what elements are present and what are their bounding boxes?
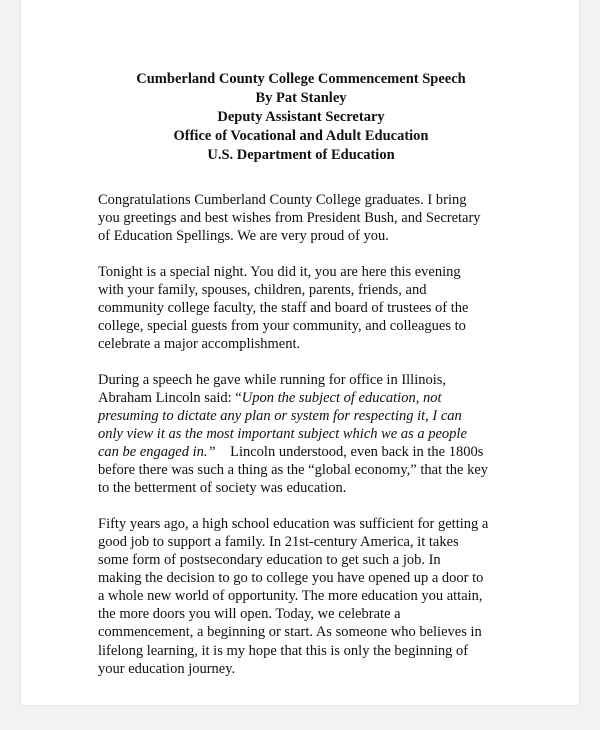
lincoln-intro-text: Abraham Lincoln said: “ — [98, 389, 242, 406]
paragraph-line — [98, 389, 518, 407]
paragraph-line — [98, 443, 518, 461]
paragraph-line: community college faculty, the staff and board of trustees of the — [98, 299, 469, 316]
lincoln-quote-end: can be engaged in.” — [98, 444, 216, 461]
paragraph-line: with your family, spouses, children, parents, friends, and — [98, 281, 427, 298]
paragraph-line: the more doors you will open. Today, we celebrate a — [98, 606, 401, 623]
paragraph-line: only view it as the most important subject which we as a people — [98, 426, 467, 443]
paragraph-line: of Education Spellings. We are very proud of you. — [98, 228, 389, 245]
paragraph-line: college, special guests from your community, and colleagues to — [98, 318, 466, 335]
speech-header — [21, 70, 581, 165]
paragraph-special-night — [98, 263, 518, 353]
paragraph-line: you greetings and best wishes from President Bush, and Secretary — [98, 210, 481, 227]
paragraph-line: lifelong learning, it is my hope that this is only the beginning of — [98, 642, 469, 659]
paragraph-line: good job to support a family. In 21st-century America, it takes — [98, 534, 459, 550]
paragraph-line: Tonight is a special night. You did it, you are here this evening — [98, 263, 461, 280]
paragraph-line: Congratulations Cumberland County College graduates. I bring — [98, 192, 467, 208]
document-page — [20, 0, 580, 706]
speech-title: Cumberland County College Commencement Speech — [136, 71, 466, 87]
paragraph-fifty-years — [98, 515, 518, 678]
paragraph-line: commencement, a beginning or start. As someone who believes in — [98, 624, 482, 641]
speaker-name: By Pat Stanley — [255, 90, 347, 106]
paragraph-line: before there was such a thing as the “global economy,” that the key — [98, 462, 489, 479]
paragraph-line: During a speech he gave while running for office in Illinois, — [98, 371, 447, 388]
speaker-title: Deputy Assistant Secretary — [217, 109, 385, 125]
paragraph-congratulations — [98, 191, 518, 245]
paragraph-lincoln — [98, 371, 518, 498]
paragraph-line: to the betterment of society was education. — [98, 480, 347, 497]
paragraph-line: celebrate a major accomplishment. — [98, 336, 301, 353]
paragraph-line: making the decision to go to college you have opened up a door to — [98, 570, 484, 587]
paragraph-line: presuming to dictate any plan or system for respecting it, I can — [98, 407, 462, 424]
paragraph-line: some form of postsecondary education to get such a job. In — [98, 552, 441, 569]
paragraph-line: your education journey. — [98, 660, 236, 677]
lincoln-commentary: Lincoln understood, even back in the 1800s — [215, 444, 484, 461]
lincoln-quote-text: Upon the subject of education, not — [241, 389, 442, 406]
speaker-department: U.S. Department of Education — [207, 147, 395, 163]
paragraph-line: Fifty years ago, a high school education was sufficient for getting a — [98, 515, 489, 532]
speaker-office: Office of Vocational and Adult Education — [173, 128, 429, 144]
speech-body — [98, 191, 518, 695]
paragraph-line: a whole new world of opportunity. The more education you attain, — [98, 588, 483, 605]
